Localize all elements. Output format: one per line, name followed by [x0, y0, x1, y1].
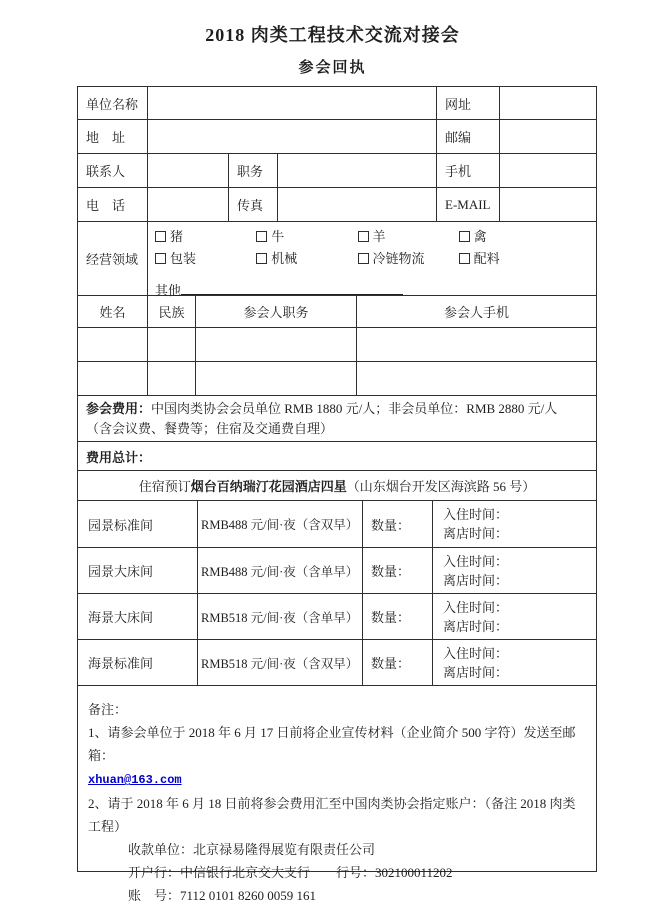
business-options-row2 [155, 248, 596, 270]
hotel-header [78, 471, 596, 500]
room-times-field[interactable] [432, 501, 596, 547]
notes-title: 备注： [88, 702, 128, 717]
account-line: 账 号：7112 0101 8260 0059 161 [128, 888, 317, 903]
fee-line2: （含会议费、餐费等；住宿及交通费自理） [86, 421, 334, 436]
email-field[interactable] [499, 188, 596, 221]
room-price: RMB518 元/间·夜（含双早） [197, 640, 362, 685]
fax-field[interactable] [277, 188, 436, 221]
zip-label: 邮编 [436, 120, 499, 153]
attendee-ethnicity-field[interactable] [147, 362, 195, 395]
mobile-label: 手机 [436, 154, 499, 187]
note-1: 1、请参会单位于 2018 年 6 月 17 日前将企业宣传材料（企业简介 500 字符）发送至邮箱： [88, 725, 576, 763]
checkout-label: 离店时间： [443, 618, 509, 634]
fee-info [78, 396, 596, 441]
hotel-header-row [78, 470, 596, 500]
note-2: 2、请于 2018 年 6 月 18 日前将参会费用汇至中国肉类协会指定账户：（备注 2018 肉类工程） [88, 796, 576, 834]
checkbox-icon [256, 253, 267, 264]
page-subtitle: 参会回执 [298, 60, 367, 76]
checkin-label: 入住时间： [443, 507, 509, 522]
unit-name-field[interactable] [147, 87, 436, 119]
checkbox-icon [459, 253, 470, 264]
room-qty-field[interactable]: 数量： [362, 548, 432, 593]
attendee-row [78, 327, 596, 361]
attendee-row [78, 361, 596, 395]
form-row-address [78, 119, 596, 153]
other-field[interactable] [181, 282, 403, 295]
checkout-label: 离店时间： [443, 664, 509, 680]
phone-label: 电 话 [86, 198, 126, 213]
attendee-name-field[interactable] [78, 362, 147, 395]
attendee-ethnicity-field[interactable] [147, 328, 195, 361]
attendee-mobile-field[interactable] [356, 328, 596, 361]
business-options-row1 [155, 226, 596, 248]
checkbox-icon [358, 253, 369, 264]
checkbox-ingredients[interactable]: 配料 [459, 248, 500, 270]
room-qty-field[interactable]: 数量： [362, 640, 432, 685]
other-label: 其他 [155, 283, 182, 298]
hotel-name: 烟台百纳瑞汀花园酒店四星 [190, 479, 347, 494]
room-row [78, 593, 596, 639]
checkbox-sheep[interactable]: 羊 [358, 226, 456, 248]
email-label: E-MAIL [436, 188, 499, 221]
contact-field[interactable] [147, 154, 228, 187]
checkin-label: 入住时间： [443, 645, 509, 661]
checkin-label: 入住时间： [443, 553, 509, 569]
checkbox-machinery[interactable]: 机械 [256, 248, 354, 270]
attendee-mobile-field[interactable] [356, 362, 596, 395]
room-row [78, 639, 596, 685]
checkbox-icon [155, 231, 166, 242]
notes-row [78, 685, 596, 903]
room-row [78, 547, 596, 593]
checkbox-poultry[interactable]: 禽 [459, 226, 487, 248]
checkbox-cattle[interactable]: 牛 [256, 226, 354, 248]
address-label: 地 址 [86, 130, 126, 145]
fee-total-field[interactable]: 费用总计： [86, 449, 152, 465]
checkbox-cold-chain[interactable]: 冷链物流 [358, 248, 456, 270]
room-price: RMB488 元/间·夜（含单早） [197, 548, 362, 593]
payee-line: 收款单位：北京禄易隆得展览有限责任公司 [128, 842, 376, 857]
email-line [88, 767, 586, 792]
website-field[interactable] [499, 87, 596, 119]
fax-label: 传真 [228, 188, 277, 221]
website-label: 网址 [436, 87, 499, 119]
form-row-business [78, 221, 596, 298]
fee-text: 中国肉类协会会员单位 RMB 1880 元/人；非会员单位：RMB 2880 元/人 [151, 401, 558, 416]
fee-line1 [86, 399, 588, 419]
checkbox-icon [358, 231, 369, 242]
attendee-name-field[interactable] [78, 328, 147, 361]
bank-line: 开户行：中信银行北京交大支行 行号：302100011202 [128, 865, 453, 880]
room-type: 海景大床间 [88, 610, 154, 625]
attendee-position-field[interactable] [195, 362, 356, 395]
checkbox-icon [155, 253, 166, 264]
form-row-phone [78, 187, 596, 221]
room-type: 园景大床间 [88, 564, 154, 579]
room-type: 海景标准间 [88, 656, 154, 671]
room-times-field[interactable] [432, 548, 596, 593]
attendee-position-header: 参会人职务 [195, 296, 356, 327]
position-field[interactable] [277, 154, 436, 187]
contact-label: 联系人 [86, 164, 126, 179]
room-row [78, 500, 596, 547]
fee-row [78, 395, 596, 441]
checkbox-pig[interactable]: 猪 [155, 226, 253, 248]
checkbox-packaging[interactable]: 包装 [155, 248, 253, 270]
zip-field[interactable] [499, 120, 596, 153]
fee-total-row [78, 441, 596, 470]
mobile-field[interactable] [499, 154, 596, 187]
attendee-header-row [78, 295, 596, 327]
room-type: 园景标准间 [88, 517, 154, 533]
hotel-address: （山东烟台开发区海滨路 56 号） [346, 479, 536, 494]
room-times-field[interactable] [432, 640, 596, 685]
position-label: 职务 [228, 154, 277, 187]
unit-name-label: 单位名称 [86, 96, 139, 112]
registration-form-table [77, 86, 597, 903]
attendee-position-field[interactable] [195, 328, 356, 361]
checkin-label: 入住时间： [443, 599, 509, 615]
email-link[interactable]: xhuan@163.com [88, 773, 182, 787]
attendee-mobile-header: 参会人手机 [356, 296, 596, 327]
hotel-header-prefix: 住宿预订 [138, 479, 191, 494]
checkbox-icon [256, 231, 267, 242]
fee-label: 参会费用： [86, 401, 152, 416]
business-options [147, 222, 596, 298]
room-price: RMB488 元/间·夜（含双早） [197, 501, 362, 547]
checkout-label: 离店时间： [443, 572, 509, 588]
room-times-field[interactable] [432, 594, 596, 639]
form-row-unit [78, 87, 596, 119]
attendee-name-header: 姓名 [99, 305, 126, 320]
checkout-label: 离店时间： [443, 526, 509, 541]
room-price: RMB518 元/间·夜（含单早） [197, 594, 362, 639]
notes-cell [78, 686, 596, 903]
attendee-ethnicity-header: 民族 [147, 296, 195, 327]
room-qty-field[interactable]: 数量： [362, 501, 432, 547]
room-qty-field[interactable]: 数量： [362, 594, 432, 639]
form-row-contact [78, 153, 596, 187]
page-title: 2018 肉类工程技术交流对接会 [205, 25, 460, 45]
business-field-label: 经营领域 [86, 252, 139, 267]
phone-field[interactable] [147, 188, 228, 221]
checkbox-icon [459, 231, 470, 242]
address-field[interactable] [147, 120, 436, 153]
